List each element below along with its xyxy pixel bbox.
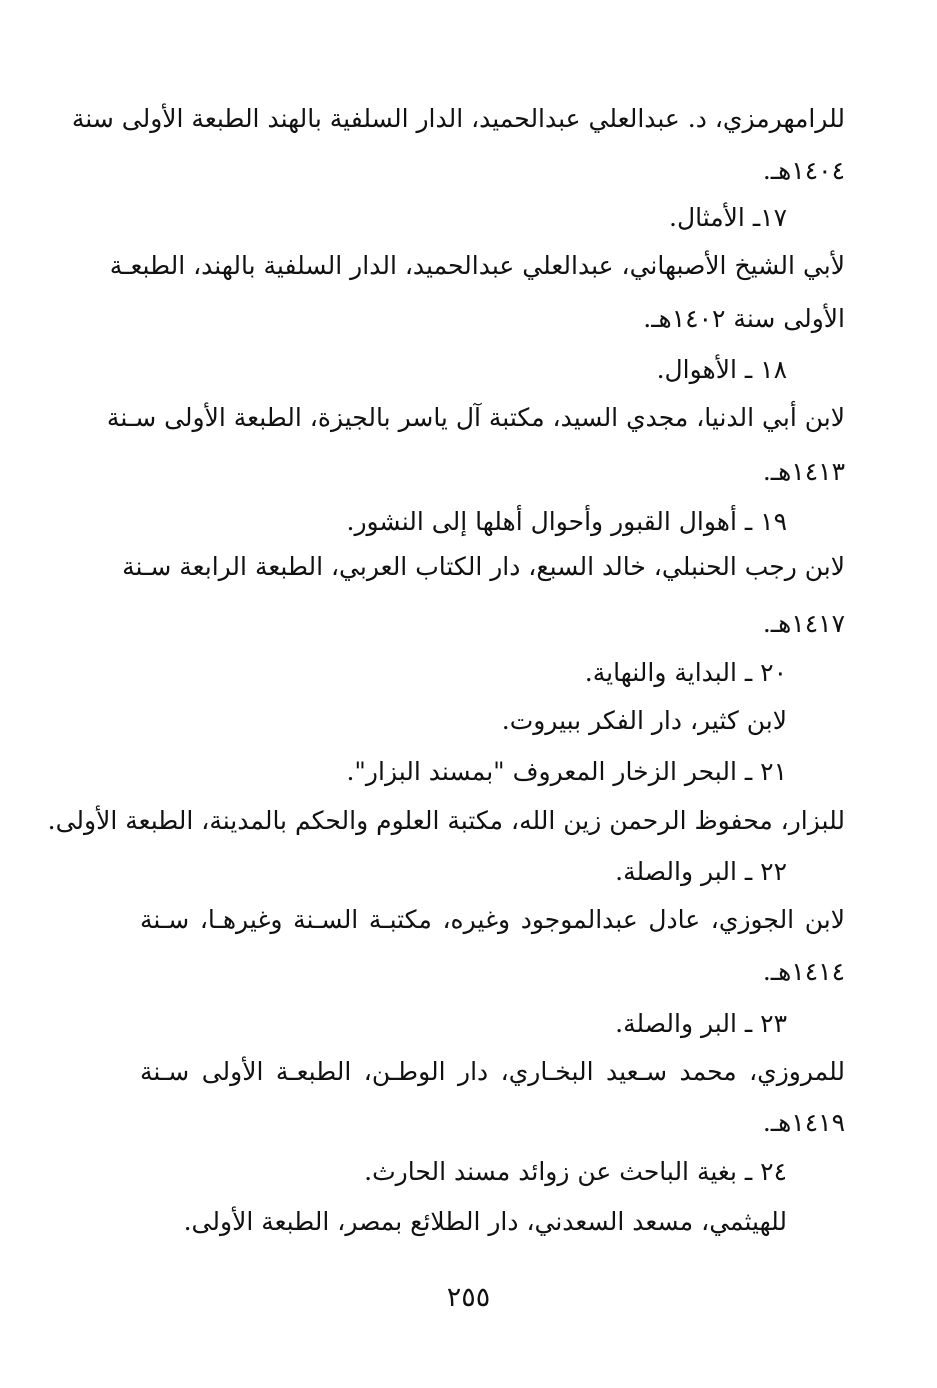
entry-heading-22: ٢٢ ـ البر والصلة. [615, 857, 787, 886]
page-number: ٢٥٥ [446, 1282, 491, 1313]
text-line-11: ١٤١٧هـ. [762, 609, 845, 638]
text-line-23: للهيثمي، مسعد السعدني، دار الطلائع بمصر، الطبعة الأولى. [183, 1207, 787, 1236]
text-line-2: ١٤٠٤هـ. [762, 156, 845, 185]
entry-heading-18: ١٨ ـ الأهوال. [656, 355, 787, 384]
entry-heading-17: ١٧ـ الأمثال. [669, 203, 787, 232]
text-line-13: لابن كثير، دار الفكر ببيروت. [501, 706, 787, 735]
text-line-4: لأبي الشيخ الأصبهاني، عبدالعلي عبدالحميد، الدار السلفية بالهند، الطبعـة [109, 251, 845, 280]
text-line-21: ١٤١٩هـ. [762, 1108, 845, 1137]
text-line-1: للرامهرمزي، د. عبدالعلي عبدالحميد، الدار السلفية بالهند الطبعة الأولى سنة [71, 104, 845, 133]
text-line-18: ١٤١٤هـ. [762, 957, 845, 986]
text-line-7: لابن أبي الدنيا، مجدي السيد، مكتبة آل ياسر بالجيزة، الطبعة الأولى سـنة [106, 403, 845, 432]
entry-heading-21: ٢١ ـ البحر الزخار المعروف "بمسند البزار". [346, 757, 787, 786]
text-line-17: لابن الجوزي، عادل عبدالموجود وغيره، مكتبـة السـنة وغيرهـا، سـنة [140, 905, 845, 934]
text-line-10: لابن رجب الحنبلي، خالد السبع، دار الكتاب العربي، الطبعة الرابعة سـنة [122, 552, 845, 581]
text-line-5: الأولى سنة ١٤٠٢هـ. [643, 304, 845, 333]
entry-heading-19: ١٩ ـ أهوال القبور وأحوال أهلها إلى النشور. [346, 507, 787, 536]
text-line-15: للبزار، محفوظ الرحمن زين الله، مكتبة العلوم والحكم بالمدينة، الطبعة الأولى. [47, 806, 845, 835]
entry-heading-23: ٢٣ ـ البر والصلة. [615, 1009, 787, 1038]
entry-heading-20: ٢٠ ـ البداية والنهاية. [584, 658, 787, 687]
text-line-8: ١٤١٣هـ. [762, 457, 845, 486]
text-line-20: للمروزي، محمد سـعيد البخـاري، دار الوطـن، الطبعـة الأولى سـنة [140, 1057, 845, 1086]
entry-heading-24: ٢٤ ـ بغية الباحث عن زوائد مسند الحارث. [364, 1157, 787, 1186]
